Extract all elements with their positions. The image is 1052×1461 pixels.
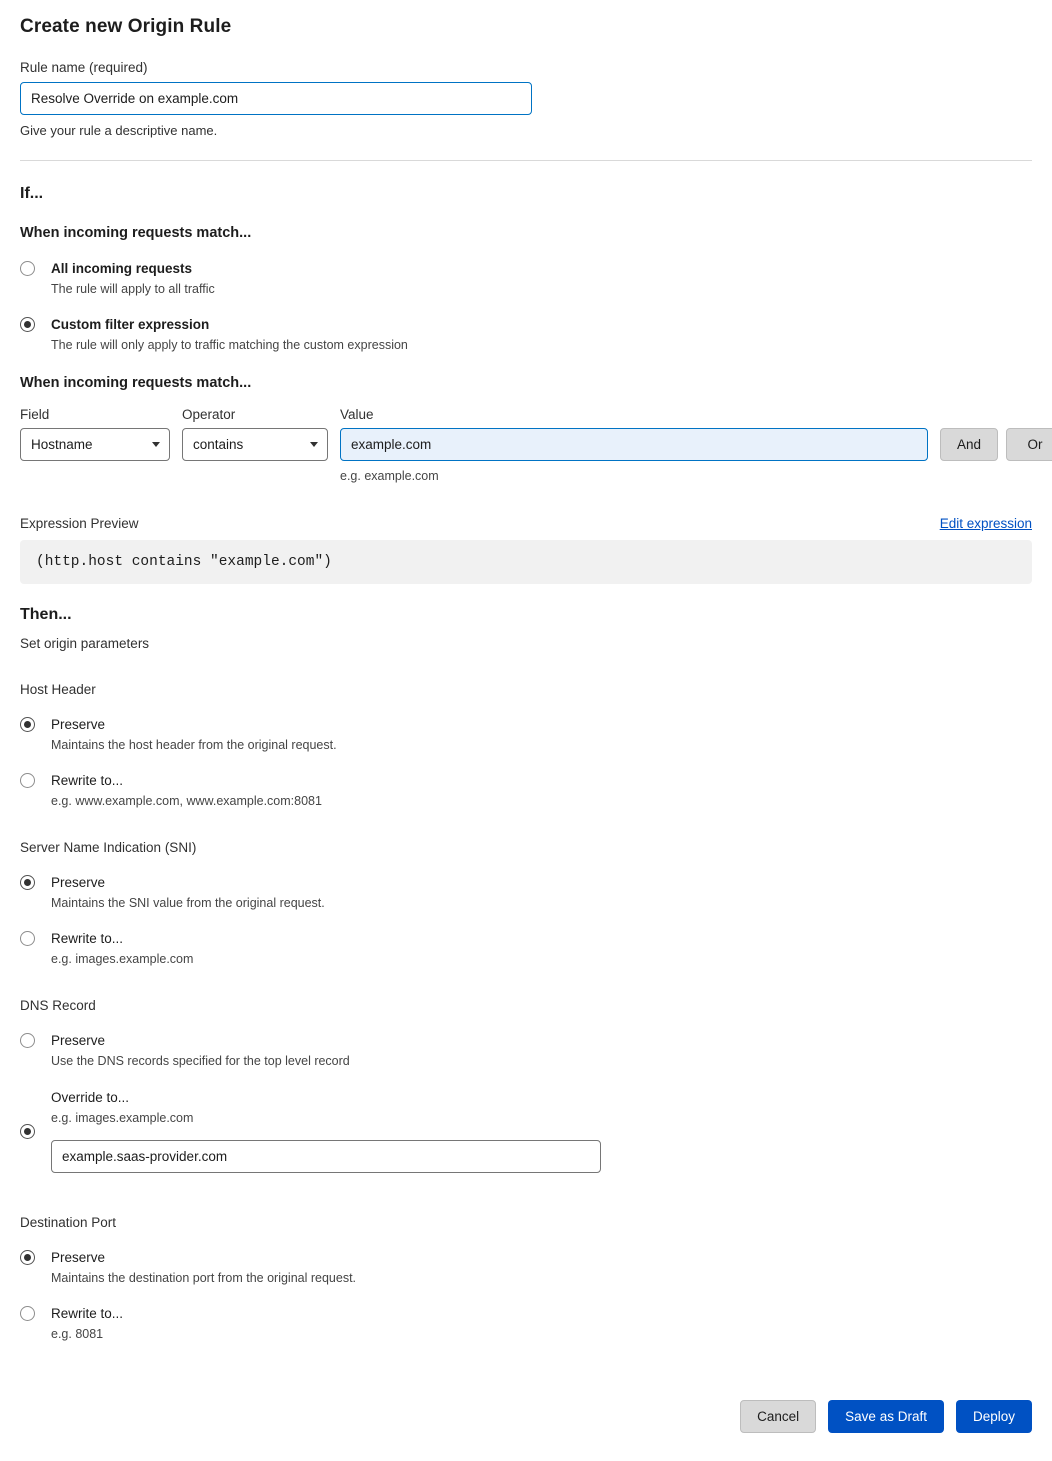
or-column [1006,407,1052,461]
value-label: Value [340,407,374,422]
rule-name-help: Give your rule a descriptive name. [20,123,218,138]
sni-rewrite-option[interactable] [20,930,1032,967]
radio-label: Custom filter expression [51,317,210,332]
edit-expression-link[interactable]: Edit expression [939,516,1032,531]
host-header-label: Host Header [20,682,96,697]
rule-name-group [20,60,1032,138]
radio-label: Preserve [51,1250,106,1265]
sni-preserve-option[interactable] [20,874,1032,911]
operator-select[interactable] [182,428,328,461]
radio-description: Use the DNS records specified for the top level record [51,1054,350,1068]
radio-icon[interactable] [20,875,35,890]
section-divider [20,160,1032,161]
radio-icon[interactable] [20,717,35,732]
save-draft-button[interactable]: Save as Draft [828,1400,944,1433]
radio-description: e.g. www.example.com, www.example.com:8081 [51,794,322,808]
then-section-subtitle: Set origin parameters [20,636,150,651]
expression-preview-box: (http.host contains "example.com") [20,540,1032,584]
and-column [940,407,998,461]
cancel-button[interactable]: Cancel [740,1400,816,1433]
radio-label: Preserve [51,875,106,890]
destination-port-rewrite-option[interactable] [20,1305,1032,1342]
destination-port-preserve-option[interactable] [20,1249,1032,1286]
expression-preview-label: Expression Preview [20,516,139,531]
dns-record-override-input[interactable] [51,1140,601,1173]
destination-port-label: Destination Port [20,1215,117,1230]
then-section-heading: Then... [20,606,72,623]
radio-icon[interactable] [20,1124,35,1139]
radio-label: Rewrite to... [51,1306,124,1321]
radio-label: Preserve [51,1033,106,1048]
dns-record-preserve-option[interactable] [20,1032,1032,1069]
radio-label: Rewrite to... [51,931,124,946]
filter-builder-row [20,407,1043,483]
dns-record-override-option[interactable] [20,1089,1032,1173]
radio-description: e.g. images.example.com [51,952,194,966]
radio-icon[interactable] [20,931,35,946]
radio-icon[interactable] [20,1306,35,1321]
radio-icon[interactable] [20,773,35,788]
radio-label: All incoming requests [51,261,193,276]
field-column [20,407,170,461]
if-match-heading: When incoming requests match... [20,225,252,241]
radio-description: e.g. images.example.com [51,1111,194,1125]
expression-preview-header [20,516,1032,531]
sni-label: Server Name Indication (SNI) [20,840,197,855]
radio-all-incoming-requests[interactable] [20,260,1032,297]
value-column [340,407,928,483]
rule-name-input[interactable] [20,82,532,115]
value-input[interactable] [340,428,928,461]
host-header-preserve-option[interactable] [20,716,1032,753]
radio-label: Rewrite to... [51,773,124,788]
radio-description: The rule will only apply to traffic matching the custom expression [51,338,408,352]
radio-custom-filter-expression[interactable] [20,316,1032,353]
host-header-rewrite-option[interactable] [20,772,1032,809]
operator-select-wrap[interactable] [182,428,328,461]
radio-icon[interactable] [20,1250,35,1265]
field-label: Field [20,407,50,422]
radio-icon[interactable] [20,1033,35,1048]
radio-description: Maintains the SNI value from the original request. [51,896,325,910]
radio-icon[interactable] [20,261,35,276]
deploy-button[interactable]: Deploy [956,1400,1032,1433]
and-button[interactable]: And [940,428,998,461]
field-select-wrap[interactable] [20,428,170,461]
form-footer [20,1400,1032,1441]
page-title: Create new Origin Rule [20,16,232,37]
radio-label: Preserve [51,717,106,732]
radio-description: Maintains the destination port from the original request. [51,1271,357,1285]
value-help: e.g. example.com [340,469,439,483]
operator-label: Operator [182,407,236,422]
or-button[interactable]: Or [1006,428,1052,461]
if-section-heading: If... [20,185,44,202]
radio-icon[interactable] [20,317,35,332]
radio-description: Maintains the host header from the original request. [51,738,337,752]
dns-record-label: DNS Record [20,998,96,1013]
operator-column [182,407,328,461]
radio-description: e.g. 8081 [51,1327,104,1341]
filter-builder-heading: When incoming requests match... [20,375,252,391]
radio-label: Override to... [51,1090,130,1105]
rule-name-label: Rule name (required) [20,60,148,75]
radio-description: The rule will apply to all traffic [51,282,215,296]
field-select[interactable] [20,428,170,461]
